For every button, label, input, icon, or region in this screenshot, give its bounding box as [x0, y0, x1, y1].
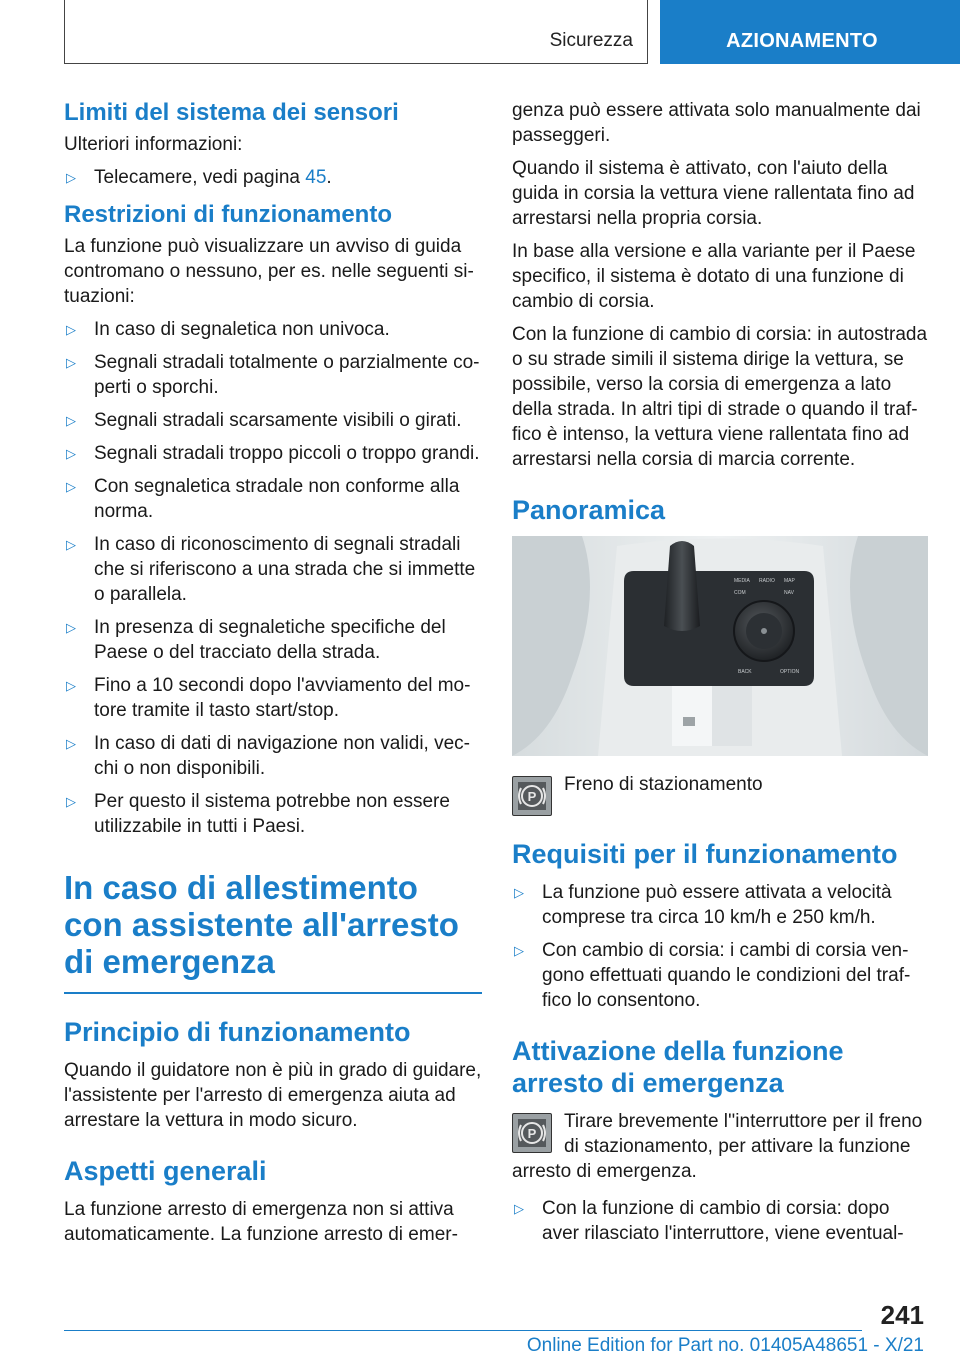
- limits-list: [64, 165, 482, 190]
- bullet-triangle-icon: ▷: [66, 479, 76, 494]
- bullet-triangle-icon: ▷: [514, 885, 524, 900]
- header-frame: [64, 0, 648, 64]
- console-label: MAP: [784, 578, 795, 584]
- heading-rule: [64, 992, 482, 994]
- console-label: BACK: [738, 669, 752, 675]
- console-label: MEDIA: [734, 578, 750, 584]
- list-item: ▷ Con cambio di corsia: i cambi di corsia ven-gono effettuati quando le condizioni del traf-fico lo consentono.: [514, 940, 911, 1011]
- heading-requirements: Requisiti per il funzionamento: [512, 839, 898, 869]
- list-item: ▷ In caso di riconoscimento di segnali stradali che si riferiscono a una strada che si immette o parallela.: [66, 534, 476, 605]
- list-item: ▷ Con la funzione di cambio di corsia: dopo aver rilasciato l'interruttore, viene eventual-: [514, 1198, 904, 1244]
- header-section: Sicurezza: [549, 30, 633, 51]
- lane-change-text: Con la funzione di cambio di corsia: in autostrada o su strade simili il sistema dirige la vettura, se possibile, verso la corsia di emergenza a lato della strada. In altri tipi di strade o quando il traf-fico è intenso, la vettura viene rallentata fino ad arrestarsi nella corsia di marcia corrente.: [512, 324, 928, 470]
- heading-overview: Panoramica: [512, 495, 666, 525]
- bullet-triangle-icon: ▷: [66, 322, 76, 337]
- heading-main: In caso di allestimento con assistente all'arresto di emergenza: [64, 869, 459, 980]
- restrictions-intro: La funzione può visualizzare un avviso di guida contromano o nessuno, per es. nelle seguenti si-tuazioni:: [64, 236, 474, 307]
- lane-change-variant-text: In base alla versione e alla variante per il Paese specifico, il sistema è dotato di una funzione di cambio di corsia.: [512, 241, 916, 312]
- list-item: ▷ La funzione può essere attivata a velocità comprese tra circa 10 km/h e 250 km/h.: [514, 882, 892, 928]
- parking-brake-icon: [512, 776, 552, 816]
- list-item: ▷ Per questo il sistema potrebbe non essere utilizzabile in tutti i Paesi.: [66, 791, 450, 837]
- heading-restrictions: Restrizioni di funzionamento: [64, 201, 392, 228]
- console-label: OPTION: [780, 669, 800, 675]
- activation-behavior-text: Quando il sistema è attivato, con l'aiuto della guida in corsia la vettura viene rallentata fino ad arrestarsi nella propria corsia.: [512, 158, 915, 229]
- svg-text:P: P: [527, 1126, 537, 1141]
- continued-text: genza può essere attivata solo manualmente dai passeggeri.: [512, 100, 921, 146]
- parking-brake-icon: [512, 1113, 552, 1153]
- restrictions-list: [64, 317, 482, 839]
- console-label: RADIO: [759, 578, 775, 584]
- bullet-triangle-icon: ▷: [66, 736, 76, 751]
- general-text: La funzione arresto di emergenza non si attiva automaticamente. La funzione arresto di emer-: [64, 1199, 458, 1245]
- header-chapter-label: AZIONAMENTO: [726, 30, 878, 52]
- page-link[interactable]: 45: [305, 167, 327, 188]
- bullet-triangle-icon: ▷: [514, 943, 524, 958]
- activation-text: Tirare brevemente l''interruttore per il freno di stazionamento, per attivare la funzione arresto di emergenza.: [512, 1111, 923, 1182]
- bullet-triangle-icon: ▷: [66, 537, 76, 552]
- footer-rule: [64, 1330, 862, 1331]
- right-column: [512, 98, 930, 1254]
- heading-principle: Principio di funzionamento: [64, 1017, 411, 1047]
- bullet-triangle-icon: ▷: [514, 1201, 524, 1216]
- heading-general: Aspetti generali: [64, 1156, 267, 1186]
- bullet-triangle-icon: ▷: [66, 413, 76, 428]
- svg-text:P: P: [527, 789, 537, 804]
- console-label: COM: [734, 590, 746, 596]
- bullet-triangle-icon: ▷: [66, 794, 76, 809]
- activation-instruction: [512, 1109, 930, 1184]
- icon-caption: Freno di stazionamento: [564, 774, 763, 795]
- list-item: ▷ Segnali stradali totalmente o parzialmente co-perti o sporchi.: [66, 352, 480, 398]
- header-chapter-tab: [660, 0, 960, 64]
- limits-intro: Ulteriori informazioni:: [64, 134, 243, 155]
- bullet-triangle-icon: ▷: [66, 620, 76, 635]
- parking-brake-legend: [512, 772, 930, 816]
- list-item: ▷ Segnali stradali troppo piccoli o troppo grandi.: [66, 443, 480, 464]
- list-item: ▷ In caso di segnaletica non univoca.: [66, 319, 390, 340]
- list-item: ▷ Fino a 10 secondi dopo l'avviamento del mo-tore tramite il tasto start/stop.: [66, 675, 471, 721]
- list-item: ▷ In caso di dati di navigazione non validi, vec-chi o non disponibili.: [66, 733, 471, 779]
- bullet-triangle-icon: ▷: [66, 446, 76, 461]
- left-column: [64, 98, 482, 1255]
- list-item: ▷ Telecamere, vedi pagina 45.: [66, 167, 332, 188]
- center-console-photo: [512, 536, 928, 756]
- principle-text: Quando il guidatore non è più in grado di guidare, l'assistente per l'arresto di emergenza aiuta ad arrestare la vettura in modo sicuro.: [64, 1060, 482, 1131]
- list-item: ▷ In presenza di segnaletiche specifiche del Paese o del tracciato della strada.: [66, 617, 446, 663]
- requirements-list: [512, 880, 930, 1013]
- activation-list: [512, 1196, 930, 1246]
- bullet-triangle-icon: ▷: [66, 170, 76, 185]
- heading-activation: Attivazione della funzione arresto di emergenza: [512, 1036, 844, 1098]
- list-item: ▷ Con segnaletica stradale non conforme alla norma.: [66, 476, 460, 522]
- list-item: ▷ Segnali stradali scarsamente visibili o girati.: [66, 410, 462, 431]
- footer-edition: Online Edition for Part no. 01405A48651 - X/21: [526, 1335, 924, 1356]
- page-number: 241: [880, 1300, 924, 1330]
- console-label: NAV: [784, 590, 794, 596]
- bullet-triangle-icon: ▷: [66, 355, 76, 370]
- bullet-triangle-icon: ▷: [66, 678, 76, 693]
- heading-sensor-limits: Limiti del sistema dei sensori: [64, 99, 399, 126]
